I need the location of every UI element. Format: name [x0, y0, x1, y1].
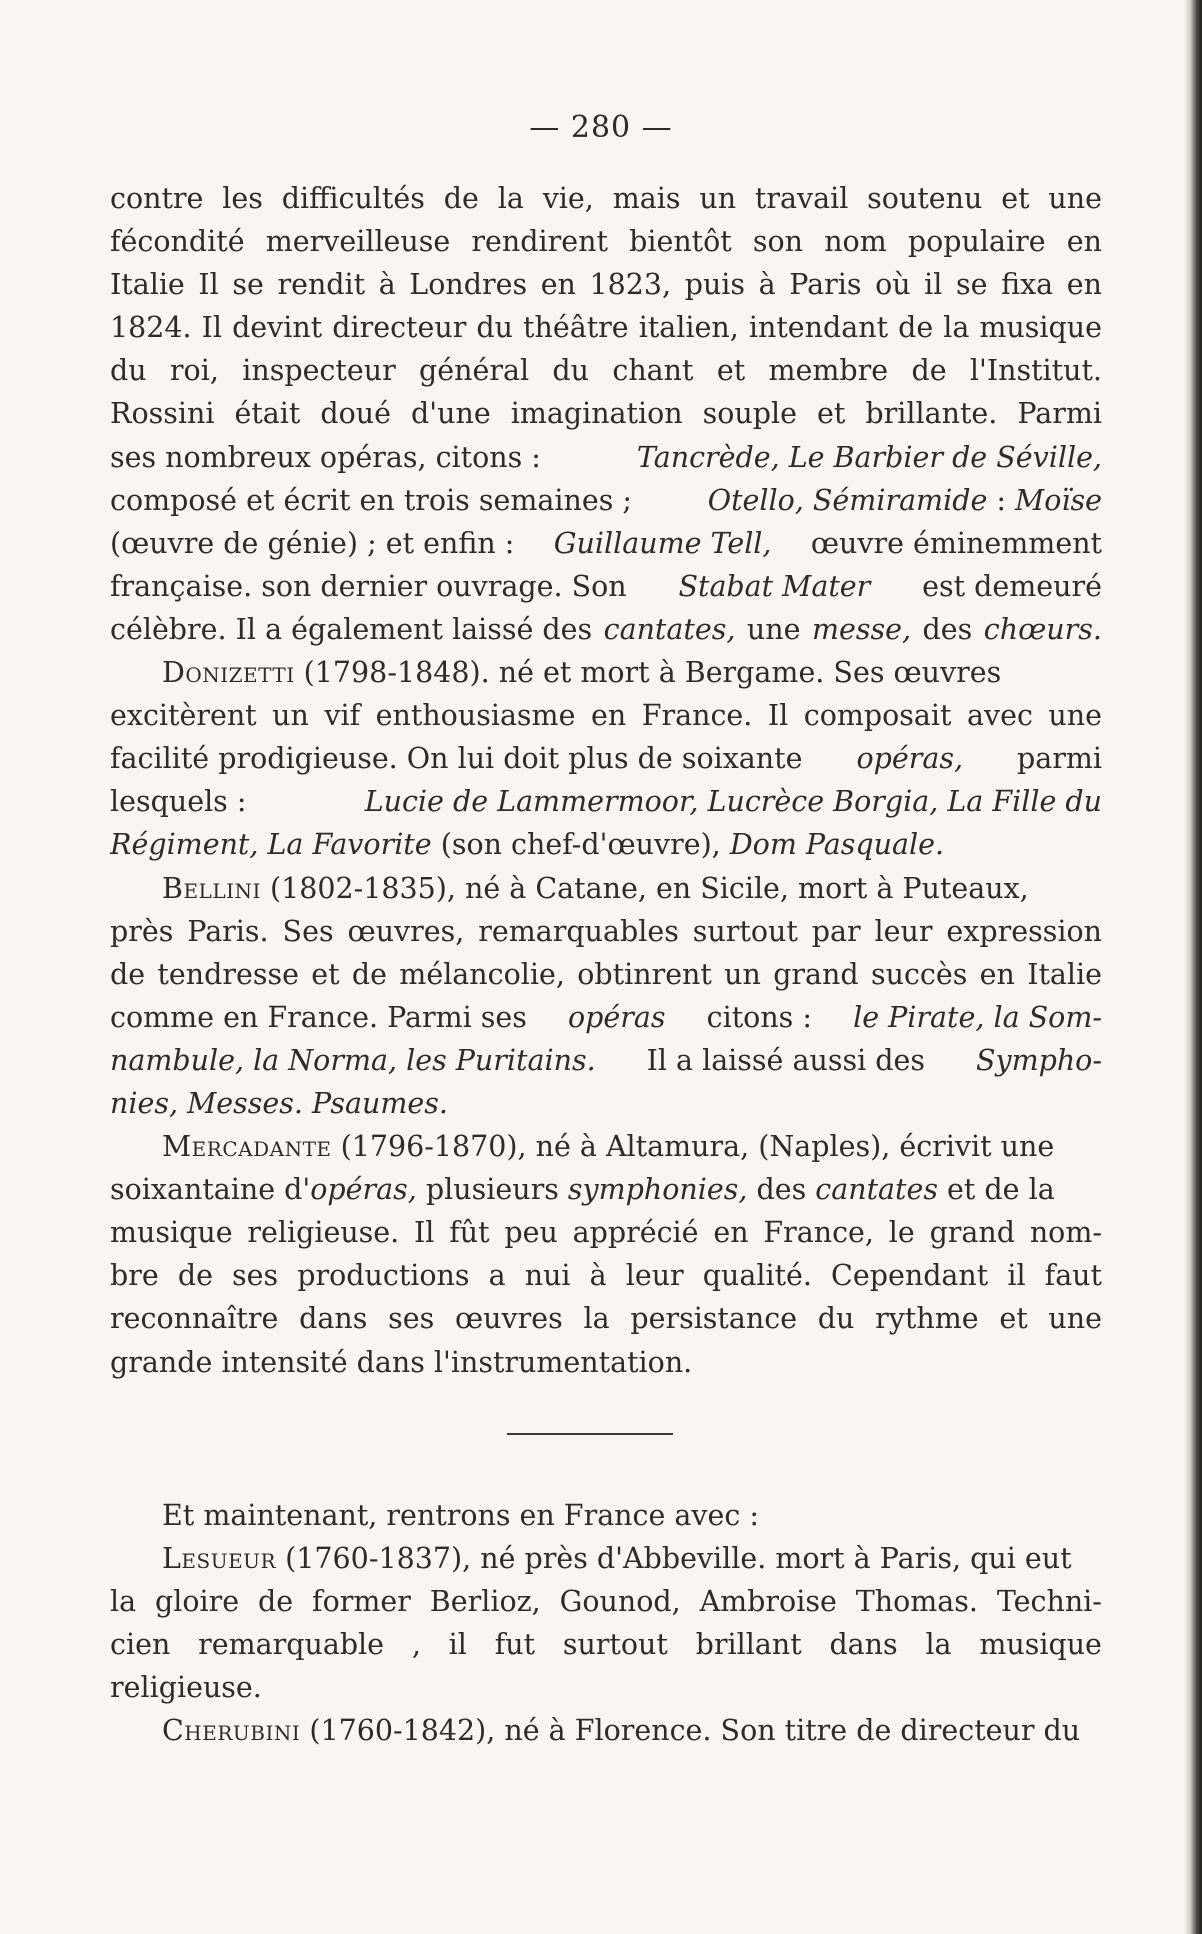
page-number: — 280 —	[529, 110, 673, 145]
text-line	[110, 1537, 1102, 1580]
word: ,	[411, 1628, 421, 1662]
text-line: Rossini était doué d'une imagination souple et brillante. Parmi	[110, 397, 1102, 431]
opera-titles: nambule, la Norma, les Puritains.	[110, 1043, 596, 1077]
text-run: citons :	[706, 1000, 812, 1034]
text-line: contre les difficultés de la vie, mais un travail soutenu et une	[110, 182, 1102, 215]
word: Gounod,	[559, 1585, 681, 1619]
text-run: (1760-1842), né à Florence. Son titre de directeur du	[300, 1714, 1081, 1748]
text-line	[110, 1709, 1102, 1752]
word: Techni-	[996, 1585, 1102, 1619]
text-line: bre de ses productions a nui à leur qualité. Cependant il faut	[110, 1259, 1102, 1293]
text-line	[110, 1623, 1102, 1666]
word: brillant	[695, 1628, 802, 1662]
text-line	[110, 522, 1102, 565]
page-edge-shadow	[1184, 0, 1202, 1934]
text-line	[110, 996, 1102, 1039]
work-title: messe,	[811, 612, 912, 646]
word: dans	[829, 1628, 898, 1662]
text-line	[110, 780, 1102, 823]
text-line: Italie Il se rendit à Londres en 1823, puis à Paris où il se fixa en	[110, 268, 1102, 302]
work-title: chœurs.	[983, 612, 1102, 646]
work-title: symphonies,	[567, 1173, 748, 1207]
text-run: parmi	[1016, 742, 1102, 776]
composer-name: Lesueur	[162, 1542, 277, 1576]
text-run: composé et écrit en trois semaines ;	[110, 483, 633, 517]
text-run: (son chef-d'œuvre),	[431, 828, 730, 862]
text-run: des	[922, 612, 973, 646]
text-run: (1796-1870), né à Altamura, (Naples), écrivit une	[331, 1130, 1055, 1164]
text-run: (1802-1835), né à Catane, en Sicile, mort à Puteaux,	[260, 871, 1029, 905]
text-line	[110, 436, 1102, 479]
composer-name: Mercadante	[162, 1130, 332, 1164]
word: de	[258, 1585, 294, 1619]
text-line	[110, 867, 1102, 910]
text-line: fécondité merveilleuse rendirent bientôt son nom populaire en	[110, 225, 1102, 259]
word: musique	[979, 1628, 1102, 1662]
work-title: opéras,	[856, 742, 964, 776]
text-line	[110, 479, 1102, 522]
composer-name: Cherubini	[162, 1714, 301, 1748]
text-run: une	[746, 612, 801, 646]
text-line: près Paris. Ses œuvres, remarquables surtout par leur expression	[110, 914, 1102, 948]
text-run: des	[747, 1173, 816, 1207]
text-run: lesquels :	[110, 785, 247, 819]
work-title: cantates	[815, 1173, 938, 1207]
opera-title: Dom Pasquale.	[729, 828, 945, 862]
word: gloire	[155, 1585, 240, 1619]
composer-name: Donizetti	[162, 656, 295, 690]
second-text-block	[110, 1494, 1102, 1753]
work-title: opéras,	[310, 1173, 417, 1207]
opera-title: Guillaume Tell,	[553, 526, 772, 560]
word: surtout	[562, 1628, 668, 1662]
text-run: célèbre. Il a également laissé des	[110, 612, 593, 646]
text-line	[110, 1125, 1102, 1168]
text-line	[110, 1039, 1102, 1082]
text-line: excitèrent un vif enthousiasme en France. Il composait avec une	[110, 699, 1102, 733]
text-line: 1824. Il devint directeur du théâtre italien, intendant de la musique	[110, 311, 1102, 345]
work-title: cantates,	[603, 612, 736, 646]
text-run: comme en France. Parmi ses	[110, 1000, 527, 1034]
text-line: Et maintenant, rentrons en France avec :	[162, 1499, 760, 1532]
main-text-block	[110, 177, 1102, 1384]
text-run: Il a laissé aussi des	[646, 1043, 925, 1077]
text-line	[110, 608, 1102, 651]
text-line: musique religieuse. Il fût peu apprécié en France, le grand nom-	[110, 1216, 1102, 1250]
work-title: Stabat Mater	[678, 569, 871, 603]
text-run: est demeuré	[922, 569, 1102, 603]
text-line	[110, 737, 1102, 780]
text-run: facilité prodigieuse. On lui doit plus de soixante	[110, 742, 803, 776]
opera-titles: Lucie de Lammermoor, Lucrèce Borgia, La Fille du	[364, 785, 1102, 819]
text-run: soixantaine d'	[110, 1173, 311, 1207]
text-run: (1760-1837), né près d'Abbeville. mort à Paris, qui eut	[276, 1542, 1072, 1576]
text-run: plusieurs	[416, 1173, 568, 1207]
text-line	[110, 1580, 1102, 1623]
opera-titles: Régiment, La Favorite	[110, 828, 432, 862]
word: la	[925, 1628, 952, 1662]
opera-titles: Tancrède, Le Barbier de Séville,	[636, 440, 1102, 474]
text-line: du roi, inspecteur général du chant et membre de l'Institut.	[110, 354, 1102, 388]
word: fut	[494, 1628, 536, 1662]
opera-title: Moïse	[1015, 483, 1102, 517]
word: cien	[110, 1628, 171, 1662]
text-line: nies, Messes. Psaumes.	[110, 1086, 448, 1120]
text-line	[110, 565, 1102, 608]
text-line	[110, 823, 1102, 866]
text-line: religieuse.	[110, 1671, 262, 1705]
text-run: (œuvre de génie) ; et enfin :	[110, 526, 515, 560]
opera-titles: Otello, Sémiramide	[707, 483, 988, 517]
text-line	[110, 1168, 1102, 1211]
section-divider	[507, 1433, 673, 1435]
text-line: grande intensité dans l'instrumentation.	[110, 1345, 693, 1379]
word: remarquable	[198, 1628, 385, 1662]
text-run: ses nombreux opéras, citons :	[110, 440, 541, 474]
text-line	[110, 651, 1102, 694]
text-run: (1798-1848). né et mort à Bergame. Ses œuvres	[294, 656, 1002, 690]
word: Thomas.	[855, 1585, 978, 1619]
word: Berlioz,	[429, 1585, 541, 1619]
text-run: et de la	[937, 1173, 1055, 1207]
text-run: œuvre éminemment	[810, 526, 1102, 560]
word: former	[312, 1585, 411, 1619]
text-line: de tendresse et de mélancolie, obtinrent un grand succès en Italie	[110, 957, 1102, 991]
text-run: :	[987, 483, 1016, 517]
opera-titles: le Pirate, la Som-	[853, 1000, 1102, 1034]
text-run: française. son dernier ouvrage. Son	[110, 569, 627, 603]
work-title: Sympho-	[975, 1043, 1102, 1077]
word: Ambroise	[699, 1585, 837, 1619]
work-title: opéras	[568, 1000, 666, 1034]
word: la	[110, 1585, 137, 1619]
composer-name: Bellini	[162, 871, 261, 905]
word: il	[448, 1628, 467, 1662]
text-line: reconnaître dans ses œuvres la persistance du rythme et une	[110, 1302, 1102, 1336]
